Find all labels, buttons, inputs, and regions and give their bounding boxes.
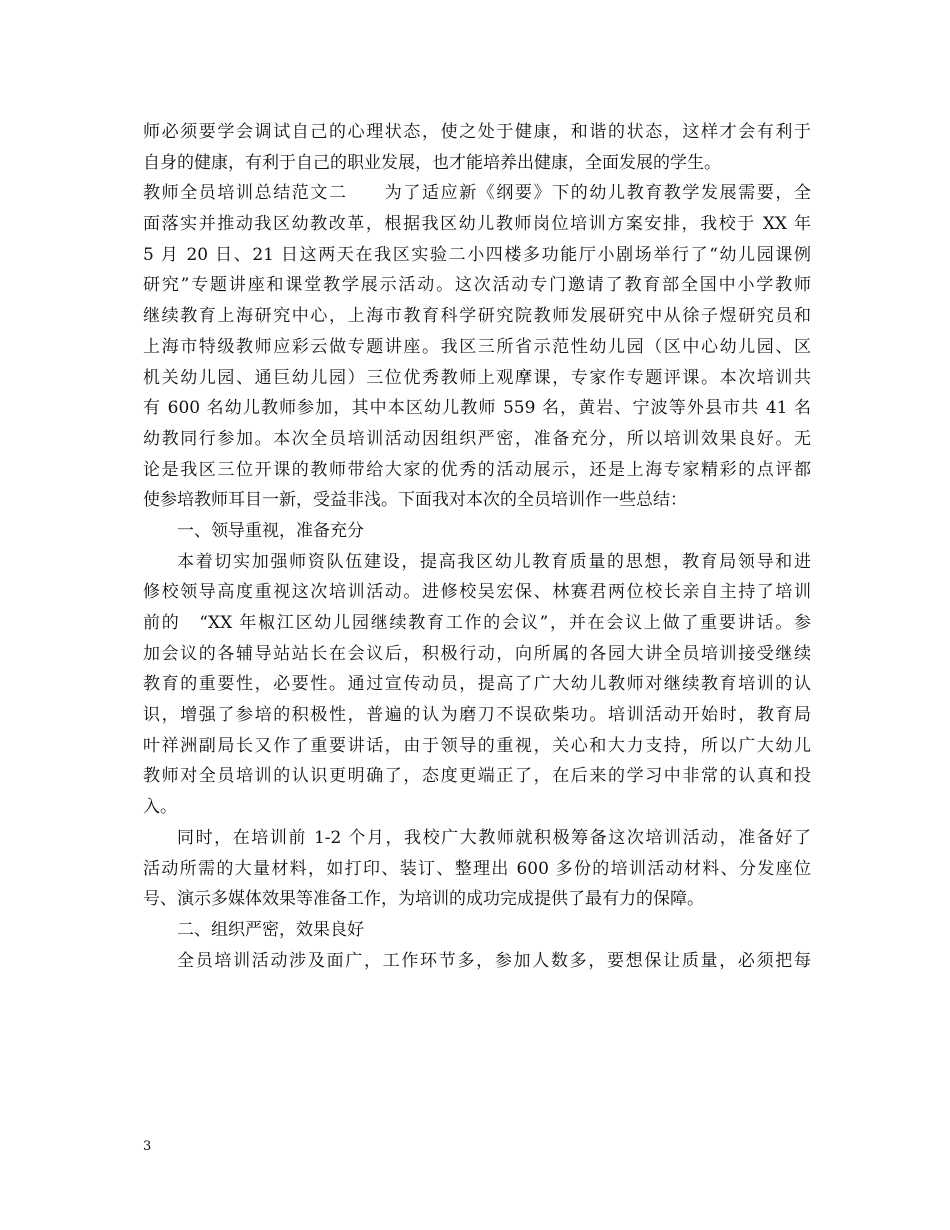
text-line: 上海市特级教师应彩云做专题讲座。我区三所省示范性幼儿园（区中心幼儿园、区 <box>143 336 811 357</box>
text-line: 幼教同行参加。本次全员培训活动因组织严密，准备充分，所以培训效果良好。无 <box>143 428 811 449</box>
text-line: 机关幼儿园、通巨幼儿园）三位优秀教师上观摩课，专家作专题评课。本次培训共 <box>143 367 811 388</box>
text-line: 加会议的各辅导站站长在会议后，积极行动，向所属的各园大讲全员培训接受继续 <box>143 643 811 664</box>
document-body <box>143 117 811 976</box>
text-line: 教师对全员培训的认识更明确了，态度更端正了，在后来的学习中非常的认真和投 <box>143 766 811 787</box>
text-line: 继续教育上海研究中心，上海市教育科学研究院教师发展研究中从徐子煜研究员和 <box>143 306 811 327</box>
text-line: 论是我区三位开课的教师带给大家的优秀的活动展示，还是上海专家精彩的点评都 <box>143 459 811 480</box>
text-line: 面落实并推动我区幼教改革，根据我区幼儿教师岗位培训方案安排，我校于 XX 年 <box>143 214 811 235</box>
text-line: 教育的重要性，必要性。通过宣传动员，提高了广大幼儿教师对继续教育培训的认 <box>143 674 811 695</box>
text-line: 叶祥洲副局长又作了重要讲话，由于领导的重视，关心和大力支持，所以广大幼儿 <box>143 735 811 756</box>
text-line: 识，增强了参培的积极性，普遍的认为磨刀不误砍柴功。培训活动开始时，教育局 <box>143 705 811 726</box>
text-line: 有 600 名幼儿教师参加，其中本区幼儿教师 559 名，黄岩、宁波等外县市共 41 名 <box>143 398 811 419</box>
text-line: 修校领导高度重视这次培训活动。进修校吴宏保、林赛君两位校长亲自主持了培训 <box>143 582 811 603</box>
text-line: 使参培教师耳目一新，受益非浅。下面我对本次的全员培训作一些总结： <box>143 490 687 511</box>
text-line: 5 月 20 日、21 日这两天在我区实验二小四楼多功能厅小剧场举行了“幼儿园课例 <box>143 244 811 265</box>
text-line: 师必须要学会调试自己的心理状态，使之处于健康，和谐的状态，这样才会有利于 <box>143 122 811 142</box>
text-line: 号、演示多媒体效果等准备工作，为培训的成功完成提供了最有力的保障。 <box>143 889 704 910</box>
page-number: 3 <box>143 1139 152 1154</box>
subheading: 一、领导重视，准备充分 <box>177 520 364 541</box>
text-line: 前的 “XX 年椒江区幼儿园继续教育工作的会议”，并在会议上做了重要讲话。参 <box>143 613 811 633</box>
text-line: 研究”专题讲座和课堂教学展示活动。这次活动专门邀请了教育部全国中小学教师 <box>143 275 811 296</box>
text-line: 活动所需的大量材料，如打印、装订、整理出 600 多份的培训活动材料、分发座位 <box>143 858 811 879</box>
paragraph-first-line: 同时，在培训前 1-2 个月，我校广大教师就积极筹备这次培训活动，准备好了 <box>177 827 811 848</box>
text-line: 自身的健康，有利于自己的职业发展，也才能培养出健康，全面发展的学生。 <box>143 152 721 173</box>
text-line: 入。 <box>143 797 177 818</box>
paragraph-first-line: 全员培训活动涉及面广，工作环节多，参加人数多，要想保让质量，必须把每 <box>177 950 811 971</box>
subheading: 二、组织严密，效果良好 <box>177 919 364 940</box>
paragraph-first-line: 本着切实加强师资队伍建设，提高我区幼儿教育质量的思想，教育局领导和进 <box>177 551 811 572</box>
section-heading-line: 教师全员培训总结范文二 为了适应新《纲要》下的幼儿教育教学发展需要，全 <box>143 183 811 204</box>
